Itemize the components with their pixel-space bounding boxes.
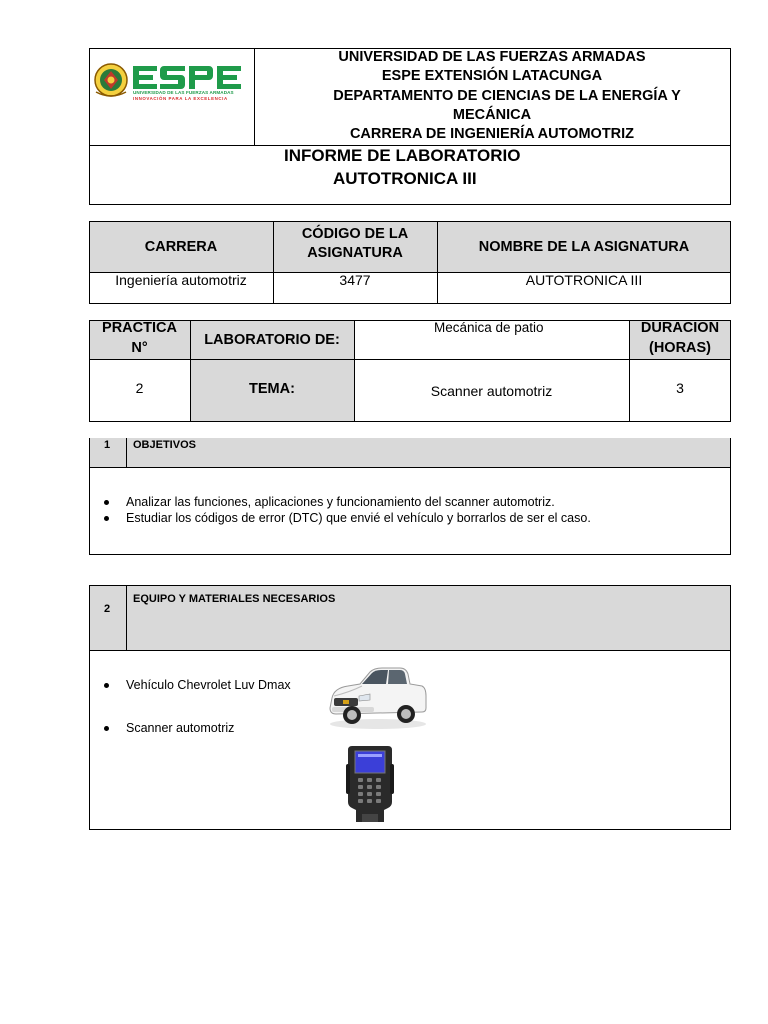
bullet-icon xyxy=(104,500,109,505)
laboratorio-label: LABORATORIO DE: xyxy=(204,331,340,348)
list-item xyxy=(103,511,591,525)
objetivo-text: Estudiar los códigos de error (DTC) que envié el vehículo y borrarlos de ser el caso. xyxy=(126,511,591,525)
equipo-text: Scanner automotriz xyxy=(126,721,235,735)
scanner-device-image xyxy=(346,744,394,824)
course-value-codigo: 3477 xyxy=(339,272,371,288)
section-objetivos-number: 1 xyxy=(104,439,111,451)
section-objetivos-number-divider xyxy=(126,438,127,467)
practice-label xyxy=(89,318,190,358)
tema-label: TEMA: xyxy=(249,381,295,397)
section-objetivos-title: OBJETIVOS xyxy=(133,439,196,451)
section-objetivos-header-divider xyxy=(89,467,731,468)
logo-motto: INNOVACIÓN PARA LA EXCELENCIA xyxy=(133,96,228,101)
course-header-carrera: CARRERA xyxy=(144,239,218,255)
logo-subtitle: UNIVERSIDAD DE LAS FUERZAS ARMADAS xyxy=(133,90,234,95)
objetivo-text: Analizar las funciones, aplicaciones y funcionamiento del scanner automotriz. xyxy=(126,495,555,509)
report-title: INFORME DE LABORATORIO xyxy=(284,146,521,165)
practice-table-col-divider-2 xyxy=(354,320,355,422)
course-header-codigo-line1: CÓDIGO DE LA xyxy=(301,226,409,242)
report-subject: AUTOTRONICA III xyxy=(333,169,477,188)
equipo-text: Vehículo Chevrolet Luv Dmax xyxy=(126,678,291,692)
section-equipo-number: 2 xyxy=(104,603,111,615)
duracion-label-line1: DURACION xyxy=(640,320,720,336)
duracion-label xyxy=(629,318,731,358)
header-line-extension: ESPE EXTENSIÓN LATACUNGA xyxy=(381,68,603,84)
duracion-label-line2: (HORAS) xyxy=(648,340,712,356)
course-header-codigo-line2: ASIGNATURA xyxy=(307,245,403,261)
pickup-truck-image xyxy=(326,662,428,732)
header-line-career: CARRERA DE INGENIERÍA AUTOMOTRIZ xyxy=(349,126,635,142)
laboratorio-value: Mecánica de patio xyxy=(434,320,544,335)
bullet-icon xyxy=(104,516,109,521)
list-item xyxy=(103,678,291,692)
espe-logo xyxy=(92,60,250,104)
tema-value: Scanner automotriz xyxy=(430,383,553,399)
list-item xyxy=(103,495,555,509)
bullet-icon xyxy=(104,683,109,688)
practice-label-line2: N° xyxy=(131,340,148,356)
practice-table-row-divider xyxy=(89,359,731,360)
objetivos-list xyxy=(103,495,723,535)
practice-number-value: 2 xyxy=(135,380,144,396)
header-line-department: DEPARTAMENTO DE CIENCIAS DE LA ENERGÍA Y xyxy=(333,88,681,104)
header-line-university: UNIVERSIDAD DE LAS FUERZAS ARMADAS xyxy=(338,49,646,65)
equipo-list xyxy=(103,678,323,748)
course-value-carrera: Ingeniería automotriz xyxy=(115,272,247,288)
course-value-nombre: AUTOTRONICA III xyxy=(525,272,643,288)
section-equipo-title: EQUIPO Y MATERIALES NECESARIOS xyxy=(133,593,336,605)
section-equipo-number-divider xyxy=(126,585,127,650)
course-header-codigo xyxy=(273,218,437,270)
section-equipo-header-divider xyxy=(89,650,731,651)
list-item xyxy=(103,721,234,735)
course-header-nombre: NOMBRE DE LA ASIGNATURA xyxy=(478,239,690,255)
bullet-icon xyxy=(104,726,109,731)
header-line-department-cont: MECÁNICA xyxy=(452,107,532,123)
practice-label-line1: PRACTICA xyxy=(102,320,177,336)
duracion-value: 3 xyxy=(676,380,684,396)
